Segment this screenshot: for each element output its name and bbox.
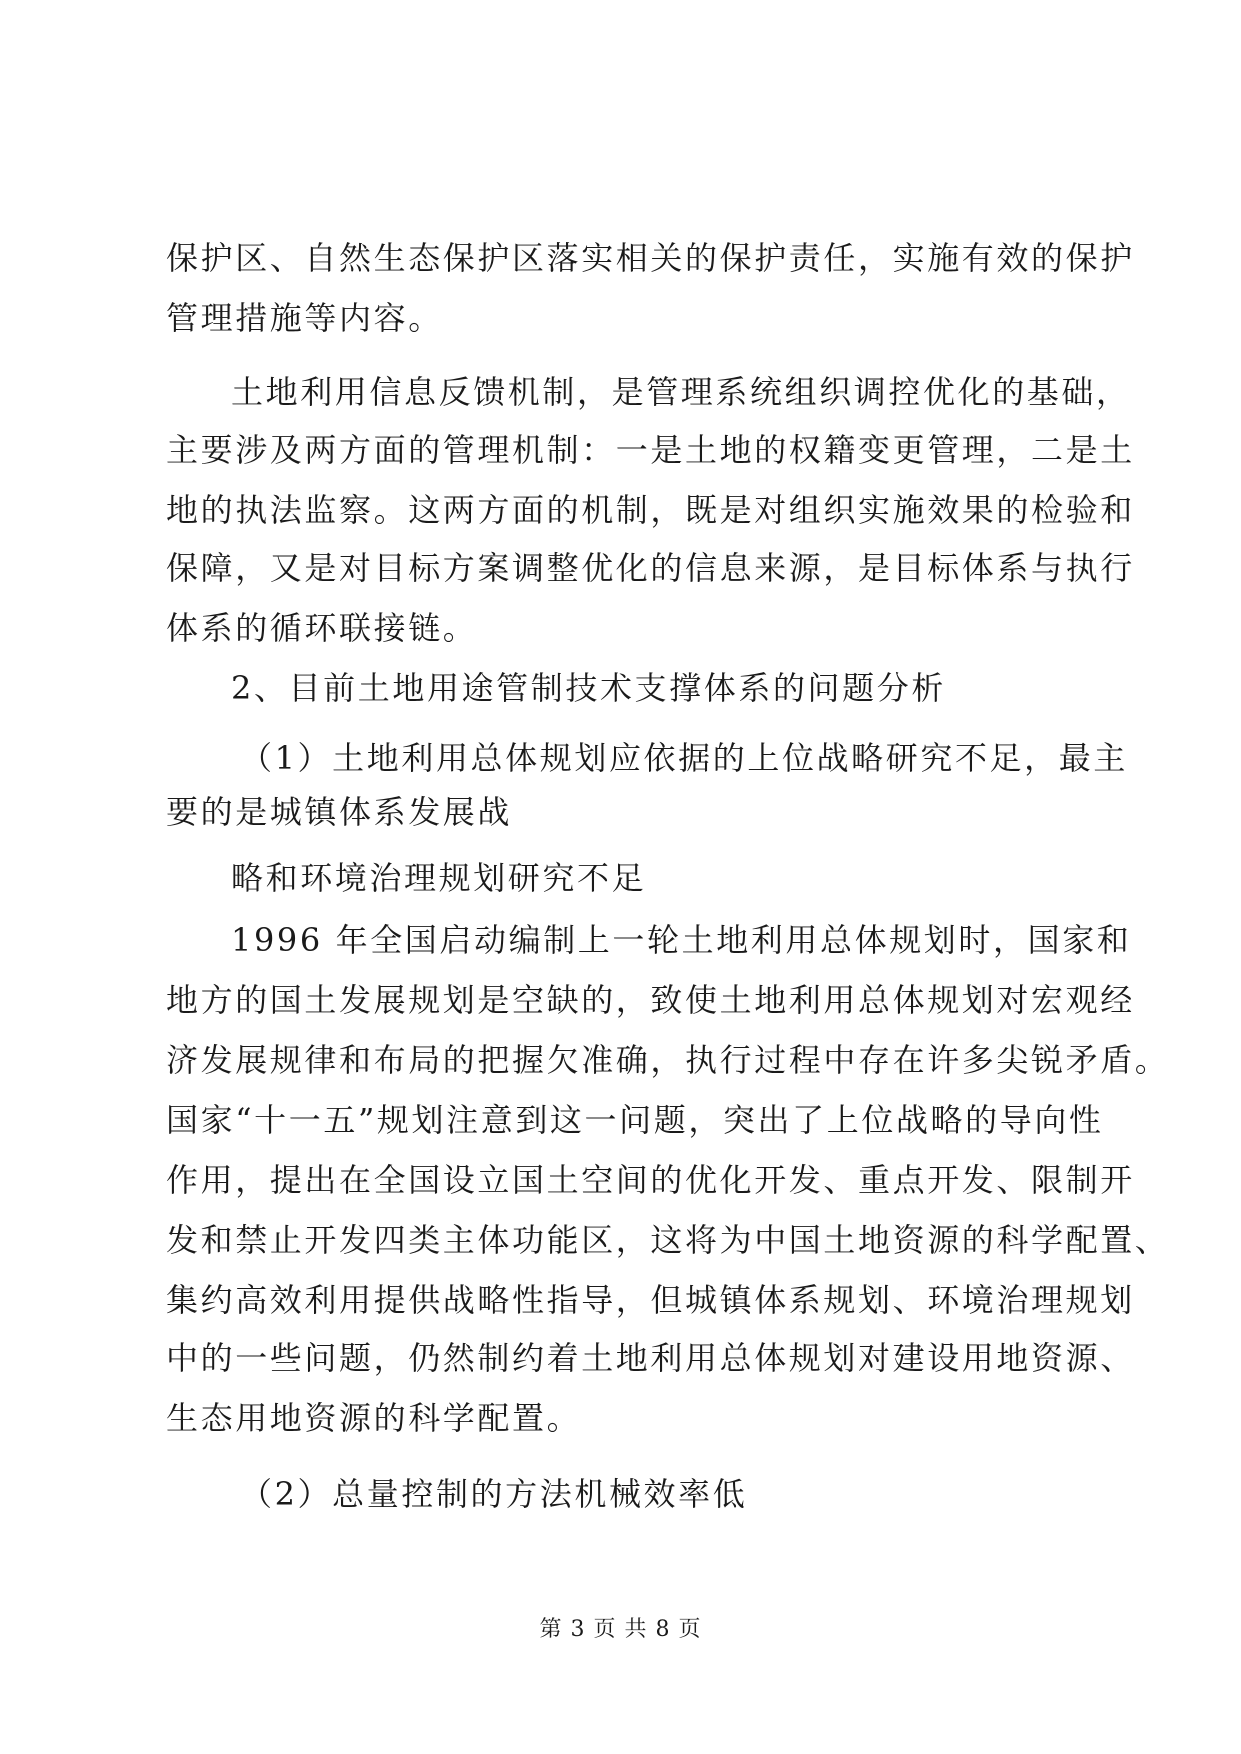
text-line: 主要涉及两方面的管理机制：一是土地的权籍变更管理，二是土: [166, 431, 1135, 469]
text-line: 国家“十一五”规划注意到这一问题，突出了上位战略的导向性: [166, 1101, 1104, 1139]
text-line: 中的一些问题，仍然制约着土地利用总体规划对建设用地资源、: [166, 1339, 1135, 1377]
text-line: 地的执法监察。这两方面的机制，既是对组织实施效果的检验和: [166, 491, 1135, 529]
section-heading: 2、目前土地用途管制技术支撑体系的问题分析: [231, 669, 946, 707]
subsection-heading: （1）土地利用总体规划应依据的上位战略研究不足，最主: [240, 739, 1128, 777]
text-line: 生态用地资源的科学配置。: [166, 1399, 582, 1437]
text-line: 济发展规律和布局的把握欠准确，执行过程中存在许多尖锐矛盾。: [166, 1041, 1170, 1079]
text-line: 土地利用信息反馈机制，是管理系统组织调控优化的基础，: [231, 373, 1131, 411]
text-line: 地方的国土发展规划是空缺的，致使土地利用总体规划对宏观经: [166, 981, 1135, 1019]
subsection-heading: 略和环境治理规划研究不足: [231, 859, 647, 897]
text-line: 保护区、自然生态保护区落实相关的保护责任，实施有效的保护: [166, 239, 1135, 277]
subsection-heading: （2）总量控制的方法机械效率低: [240, 1475, 748, 1513]
text-line: 集约高效利用提供战略性指导，但城镇体系规划、环境治理规划: [166, 1281, 1135, 1319]
text-line: 保障，又是对目标方案调整优化的信息来源，是目标体系与执行: [166, 549, 1135, 587]
subsection-heading: 要的是城镇体系发展战: [166, 793, 513, 831]
text-line: 体系的循环联接链。: [166, 609, 478, 647]
text-line: 1996 年全国启动编制上一轮土地利用总体规划时，国家和: [231, 921, 1132, 959]
text-line: 作用，提出在全国设立国土空间的优化开发、重点开发、限制开: [166, 1161, 1135, 1199]
text-line: 管理措施等内容。: [166, 299, 443, 337]
text-line: 发和禁止开发四类主体功能区，这将为中国土地资源的科学配置、: [166, 1221, 1170, 1259]
page-number: 第 3 页 共 8 页: [539, 1617, 702, 1642]
